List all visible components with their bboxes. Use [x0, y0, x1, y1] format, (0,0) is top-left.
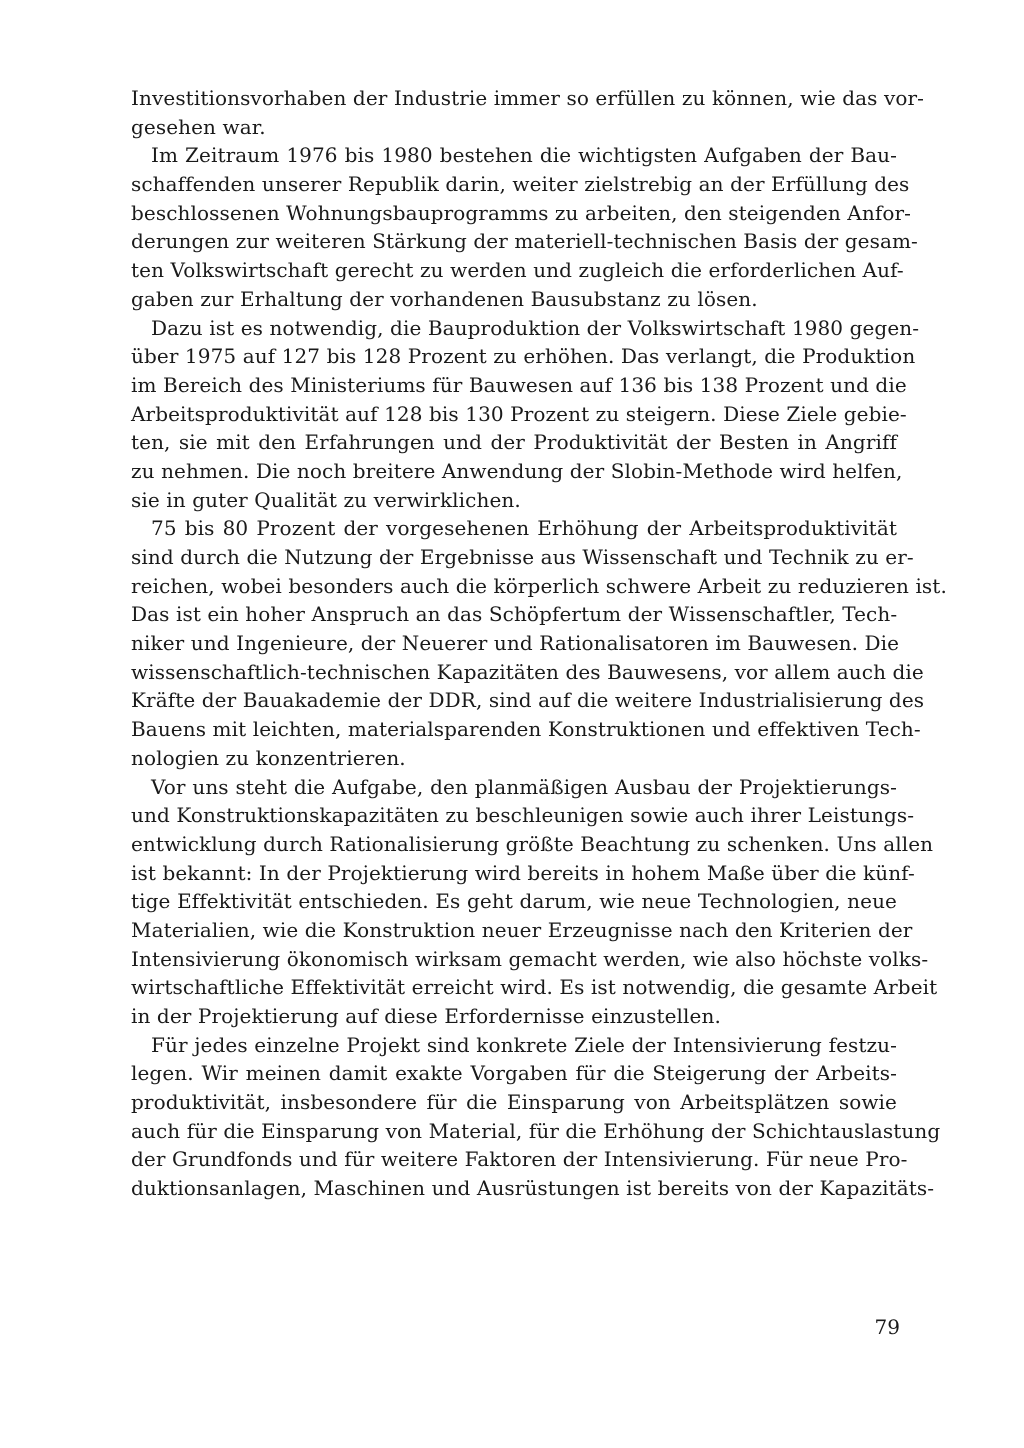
text-line: wissenschaftlich-technischen Kapazitäten des Bauwesens, vor allem auch die — [131, 659, 924, 684]
text-line: 75 bis 80 Prozent der vorgesehenen Erhöhung der Arbeitsproduktivität — [151, 516, 897, 541]
text-line: Intensivierung ökonomisch wirksam gemacht werden, wie also höchste volks- — [131, 946, 929, 971]
text-line: gesehen war. — [131, 114, 266, 139]
text-line: Vor uns steht die Aufgabe, den planmäßigen Ausbau der Projektierungs- — [151, 774, 897, 799]
paragraph — [131, 514, 947, 772]
text-line: gaben zur Erhaltung der vorhandenen Bausubstanz zu lösen. — [131, 286, 758, 311]
text-line: zu nehmen. Die noch breitere Anwendung der Slobin-Methode wird helfen, — [131, 458, 903, 483]
text-line: entwicklung durch Rationalisierung größte Beachtung zu schenken. Uns allen — [131, 831, 934, 856]
text-line: auch für die Einsparung von Material, für die Erhöhung der Schichtauslastung — [131, 1118, 941, 1143]
text-line: ist bekannt: In der Projektierung wird bereits in hohem Maße über die künf- — [131, 860, 915, 885]
text-line: Das ist ein hoher Anspruch an das Schöpfertum der Wissenschaftler, Tech- — [131, 602, 898, 627]
text-line: und Konstruktionskapazitäten zu beschleunigen sowie auch ihrer Leistungs- — [131, 803, 915, 828]
text-line: ten Volkswirtschaft gerecht zu werden und zugleich die erforderlichen Auf- — [131, 258, 904, 283]
paragraph — [131, 314, 920, 515]
paragraph — [131, 773, 938, 1031]
text-line: sie in guter Qualität zu verwirklichen. — [131, 487, 521, 512]
text-line: der Grundfonds und für weitere Faktoren der Intensivierung. Für neue Pro- — [131, 1147, 908, 1172]
paragraph — [131, 84, 925, 141]
text-line: niker und Ingenieure, der Neuerer und Rationalisatoren im Bauwesen. Die — [131, 631, 900, 656]
text-line: produktivität, insbesondere für die Einsparung von Arbeitsplätzen sowie — [131, 1090, 897, 1115]
text-line: beschlossenen Wohnungsbauprogramms zu arbeiten, den steigenden Anfor- — [131, 200, 911, 225]
paragraph — [131, 1031, 941, 1203]
text-line: Im Zeitraum 1976 bis 1980 bestehen die wichtigsten Aufgaben der Bau- — [151, 143, 897, 168]
text-line: Kräfte der Bauakademie der DDR, sind auf die weitere Industrialisierung des — [131, 688, 925, 713]
text-line: Für jedes einzelne Projekt sind konkrete Ziele der Intensivierung festzu- — [151, 1032, 897, 1057]
text-line: Bauens mit leichten, materialsparenden Konstruktionen und effektiven Tech- — [131, 717, 921, 742]
text-line: reichen, wobei besonders auch die körperlich schwere Arbeit zu reduzieren ist. — [131, 573, 947, 598]
text-line: Dazu ist es notwendig, die Bauproduktion der Volkswirtschaft 1980 gegen- — [151, 315, 920, 340]
text-line: legen. Wir meinen damit exakte Vorgaben für die Steigerung der Arbeits- — [131, 1061, 897, 1086]
text-line: Materialien, wie die Konstruktion neuer Erzeugnisse nach den Kriterien der — [131, 917, 913, 942]
text-line: im Bereich des Ministeriums für Bauwesen auf 136 bis 138 Prozent und die — [131, 372, 907, 397]
text-line: über 1975 auf 127 bis 128 Prozent zu erhöhen. Das verlangt, die Produktion — [131, 344, 916, 369]
text-line: in der Projektierung auf diese Erfordernisse einzustellen. — [131, 1004, 721, 1028]
text-line: duktionsanlagen, Maschinen und Ausrüstungen ist bereits von der Kapazitäts- — [131, 1176, 935, 1201]
text-line: derungen zur weiteren Stärkung der materiell-technischen Basis der gesam- — [131, 229, 918, 254]
text-line: sind durch die Nutzung der Ergebnisse aus Wissenschaft und Technik zu er- — [131, 545, 914, 569]
text-line: Investitionsvorhaben der Industrie immer so erfüllen zu können, wie das vor- — [131, 86, 925, 110]
text-line: nologien zu konzentrieren. — [131, 745, 406, 770]
text-line: ten, sie mit den Erfahrungen und der Produktivität der Besten in Angriff — [131, 430, 897, 455]
paragraph — [131, 141, 918, 313]
text-line: wirtschaftliche Effektivität erreicht wird. Es ist notwendig, die gesamte Arbeit — [131, 975, 938, 1000]
text-line: schaffenden unserer Republik darin, weiter zielstrebig an der Erfüllung des — [131, 172, 910, 197]
text-line: Arbeitsproduktivität auf 128 bis 130 Prozent zu steigern. Diese Ziele gebie- — [131, 401, 907, 426]
body-text — [131, 84, 947, 1203]
page-number: 79 — [874, 1315, 900, 1339]
text-line: tige Effektivität entschieden. Es geht darum, wie neue Technologien, neue — [131, 889, 897, 914]
